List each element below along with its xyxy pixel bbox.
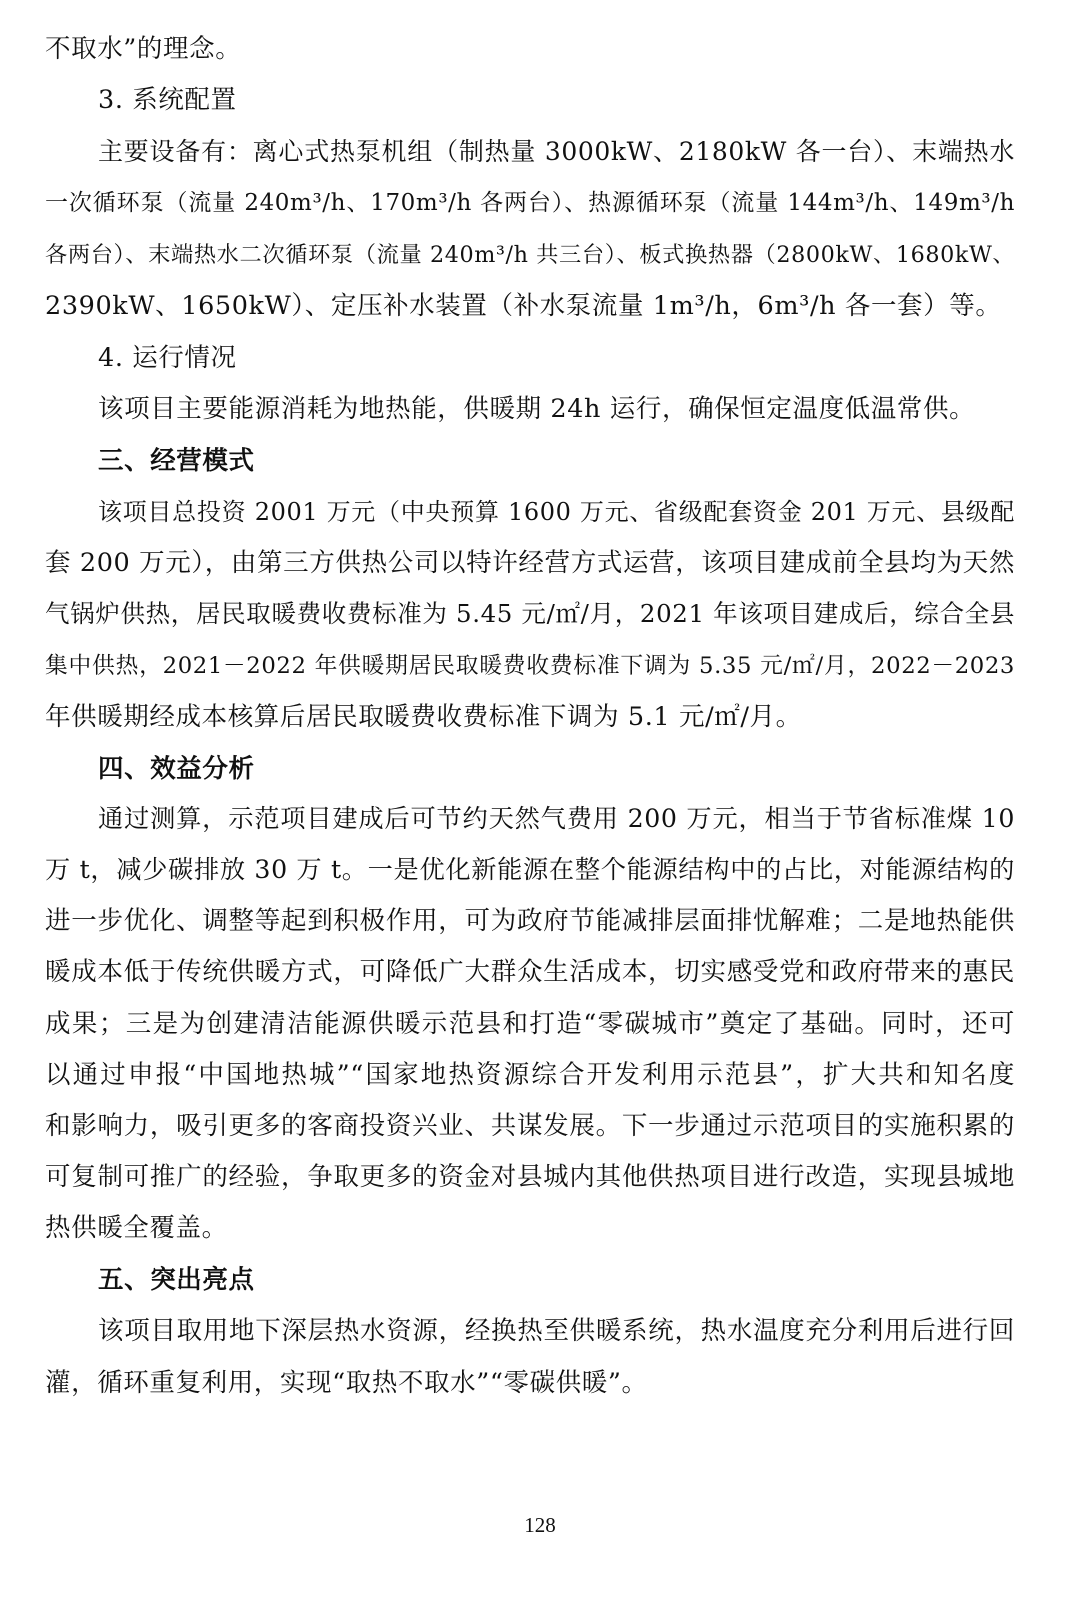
paragraph-line: 灌，循环重复利用，实现“取热不取水”“零碳供暖”。 (45, 1368, 648, 1398)
paragraph-line: 进一步优化、调整等起到积极作用，可为政府节能减排层面排忧解难；二是地热能供 (45, 906, 1015, 936)
paragraph-line: 该项目主要能源消耗为地热能，供暖期 24h 运行，确保恒定温度低温常供。 (98, 394, 976, 424)
section-heading-highlights: 五、突出亮点 (98, 1265, 255, 1295)
paragraph-line: 该项目取用地下深层热水资源，经换热至供暖系统，热水温度充分利用后进行回 (98, 1316, 1015, 1346)
page-number: 128 (524, 1513, 556, 1537)
paragraph-line: 气锅炉供热，居民取暖费收费标准为 5.45 元/㎡/月，2021 年该项目建成后，综合全县 (45, 599, 1015, 628)
paragraph-line: 和影响力，吸引更多的客商投资兴业、共谋发展。下一步通过示范项目的实施积累的 (45, 1111, 1015, 1141)
paragraph-line: 不取水”的理念。 (45, 34, 242, 64)
paragraph-line: 该项目总投资 2001 万元（中央预算 1600 万元、省级配套资金 201 万元、县级配 (98, 498, 1015, 526)
paragraph-line: 年供暖期经成本核算后居民取暖费收费标准下调为 5.1 元/㎡/月。 (45, 702, 802, 732)
section-heading-benefit-analysis: 四、效益分析 (98, 754, 255, 784)
subsection-heading-system-config: 3. 系统配置 (98, 85, 237, 115)
paragraph-line: 各两台）、末端热水二次循环泵（流量 240m³/h 共三台）、板式换热器（2800kW、1680kW、 (45, 242, 1016, 268)
section-heading-business-model: 三、经营模式 (98, 446, 255, 476)
paragraph-line: 热供暖全覆盖。 (45, 1213, 228, 1243)
paragraph-line: 套 200 万元），由第三方供热公司以特许经营方式运营，该项目建成前全县均为天然 (45, 548, 1015, 578)
paragraph-line: 万 t，减少碳排放 30 万 t。一是优化新能源在整个能源结构中的占比，对能源结构的 (45, 855, 1015, 884)
paragraph-line: 主要设备有：离心式热泵机组（制热量 3000kW、2180kW 各一台）、末端热水 (98, 137, 1015, 166)
paragraph-line: 暖成本低于传统供暖方式，可降低广大群众生活成本，切实感受党和政府带来的惠民 (45, 957, 1015, 987)
paragraph-line: 可复制可推广的经验，争取更多的资金对县城内其他供热项目进行改造，实现县城地 (45, 1162, 1015, 1192)
paragraph-line: 通过测算，示范项目建成后可节约天然气费用 200 万元，相当于节省标准煤 10 (98, 804, 1015, 833)
paragraph-line: 以通过申报“中国地热城”“国家地热资源综合开发利用示范县”，扩大共和知名度 (45, 1060, 1015, 1090)
paragraph-line: 2390kW、1650kW）、定压补水装置（补水泵流量 1m³/h，6m³/h 各一套）等。 (45, 291, 1002, 321)
paragraph-line: 集中供热，2021－2022 年供暖期居民取暖费收费标准下调为 5.35 元/㎡/月，2022－2023 (45, 653, 1015, 679)
subsection-heading-operation: 4. 运行情况 (98, 343, 237, 373)
paragraph-line: 成果；三是为创建清洁能源供暖示范县和打造“零碳城市”奠定了基础。同时，还可 (45, 1009, 1015, 1039)
paragraph-line: 一次循环泵（流量 240m³/h、170m³/h 各两台）、热源循环泵（流量 144m³/h、149m³/h (45, 190, 1015, 216)
